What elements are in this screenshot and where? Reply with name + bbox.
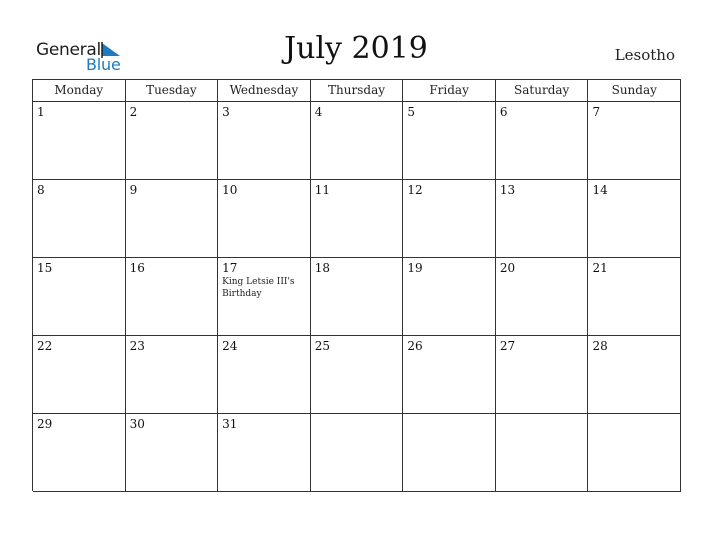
day-cell [496, 336, 589, 414]
weekday-header: Saturday [496, 80, 589, 102]
day-number: 19 [407, 261, 423, 275]
day-number: 7 [592, 105, 601, 119]
day-cell [588, 336, 681, 414]
weekday-header: Friday [403, 80, 496, 102]
weekday-header: Monday [33, 80, 126, 102]
day-cell [403, 336, 496, 414]
day-number: 6 [499, 105, 508, 119]
weekday-header-row [33, 80, 681, 102]
day-number: 27 [499, 339, 516, 353]
day-cell [126, 180, 219, 258]
day-cell [33, 336, 126, 414]
day-number: 22 [37, 339, 53, 353]
country-label: Lesotho [614, 46, 675, 64]
day-cell [311, 336, 404, 414]
day-cell [588, 180, 681, 258]
day-number: 13 [499, 183, 516, 197]
day-number: 31 [222, 417, 238, 431]
day-cell [126, 336, 219, 414]
day-cell [311, 180, 404, 258]
weekday-header: Thursday [311, 80, 404, 102]
logo-word-general: General [36, 40, 101, 60]
day-cell [311, 258, 404, 336]
day-cell [496, 414, 589, 492]
day-number: 24 [222, 339, 238, 353]
day-cell [311, 414, 404, 492]
day-cell [403, 414, 496, 492]
day-number: 30 [129, 417, 145, 431]
day-number: 26 [407, 339, 423, 353]
week-row [33, 414, 681, 492]
day-cell [496, 258, 589, 336]
day-number: 14 [592, 183, 608, 197]
day-cell [126, 102, 219, 180]
day-number: 2 [129, 105, 138, 119]
day-cell [126, 414, 219, 492]
day-number: 20 [499, 261, 516, 275]
weeks-container [33, 102, 681, 492]
day-cell [588, 102, 681, 180]
day-number: 5 [407, 105, 415, 119]
week-row [33, 180, 681, 258]
day-cell [33, 102, 126, 180]
day-number: 28 [592, 339, 608, 353]
week-row [33, 258, 681, 336]
weekday-header: Wednesday [218, 80, 311, 102]
day-number: 17 [222, 261, 238, 275]
day-cell [33, 180, 126, 258]
day-number: 8 [37, 183, 45, 197]
day-number: 9 [129, 183, 138, 197]
day-number: 4 [314, 105, 323, 119]
day-number: 25 [314, 339, 331, 353]
day-cell [403, 180, 496, 258]
day-cell [218, 258, 311, 336]
day-cell [403, 258, 496, 336]
day-number: 15 [37, 261, 53, 275]
day-cell [218, 180, 311, 258]
calendar-title: July 2019 [284, 31, 428, 66]
day-number: 10 [222, 183, 238, 197]
day-number: 3 [222, 105, 230, 119]
day-number: 1 [37, 105, 45, 119]
day-cell [218, 414, 311, 492]
week-row [33, 336, 681, 414]
day-number: 23 [129, 339, 145, 353]
day-cell [496, 102, 589, 180]
holiday-label: King Letsie III's Birthday [222, 277, 295, 299]
week-row [33, 102, 681, 180]
day-cell [126, 258, 219, 336]
day-cell [218, 102, 311, 180]
day-number: 12 [407, 183, 423, 197]
day-number: 18 [314, 261, 331, 275]
day-number: 11 [314, 183, 331, 197]
day-cell [403, 102, 496, 180]
day-cell [588, 258, 681, 336]
day-cell [33, 258, 126, 336]
day-cell [588, 414, 681, 492]
logo-word-blue: Blue [86, 55, 121, 74]
weekday-header: Sunday [588, 80, 681, 102]
day-cell [311, 102, 404, 180]
day-cell [218, 336, 311, 414]
day-number: 16 [129, 261, 145, 275]
weekday-header: Tuesday [126, 80, 219, 102]
day-number: 29 [37, 417, 53, 431]
day-number: 21 [592, 261, 608, 275]
calendar-grid [32, 79, 681, 491]
day-cell [496, 180, 589, 258]
day-cell [33, 414, 126, 492]
